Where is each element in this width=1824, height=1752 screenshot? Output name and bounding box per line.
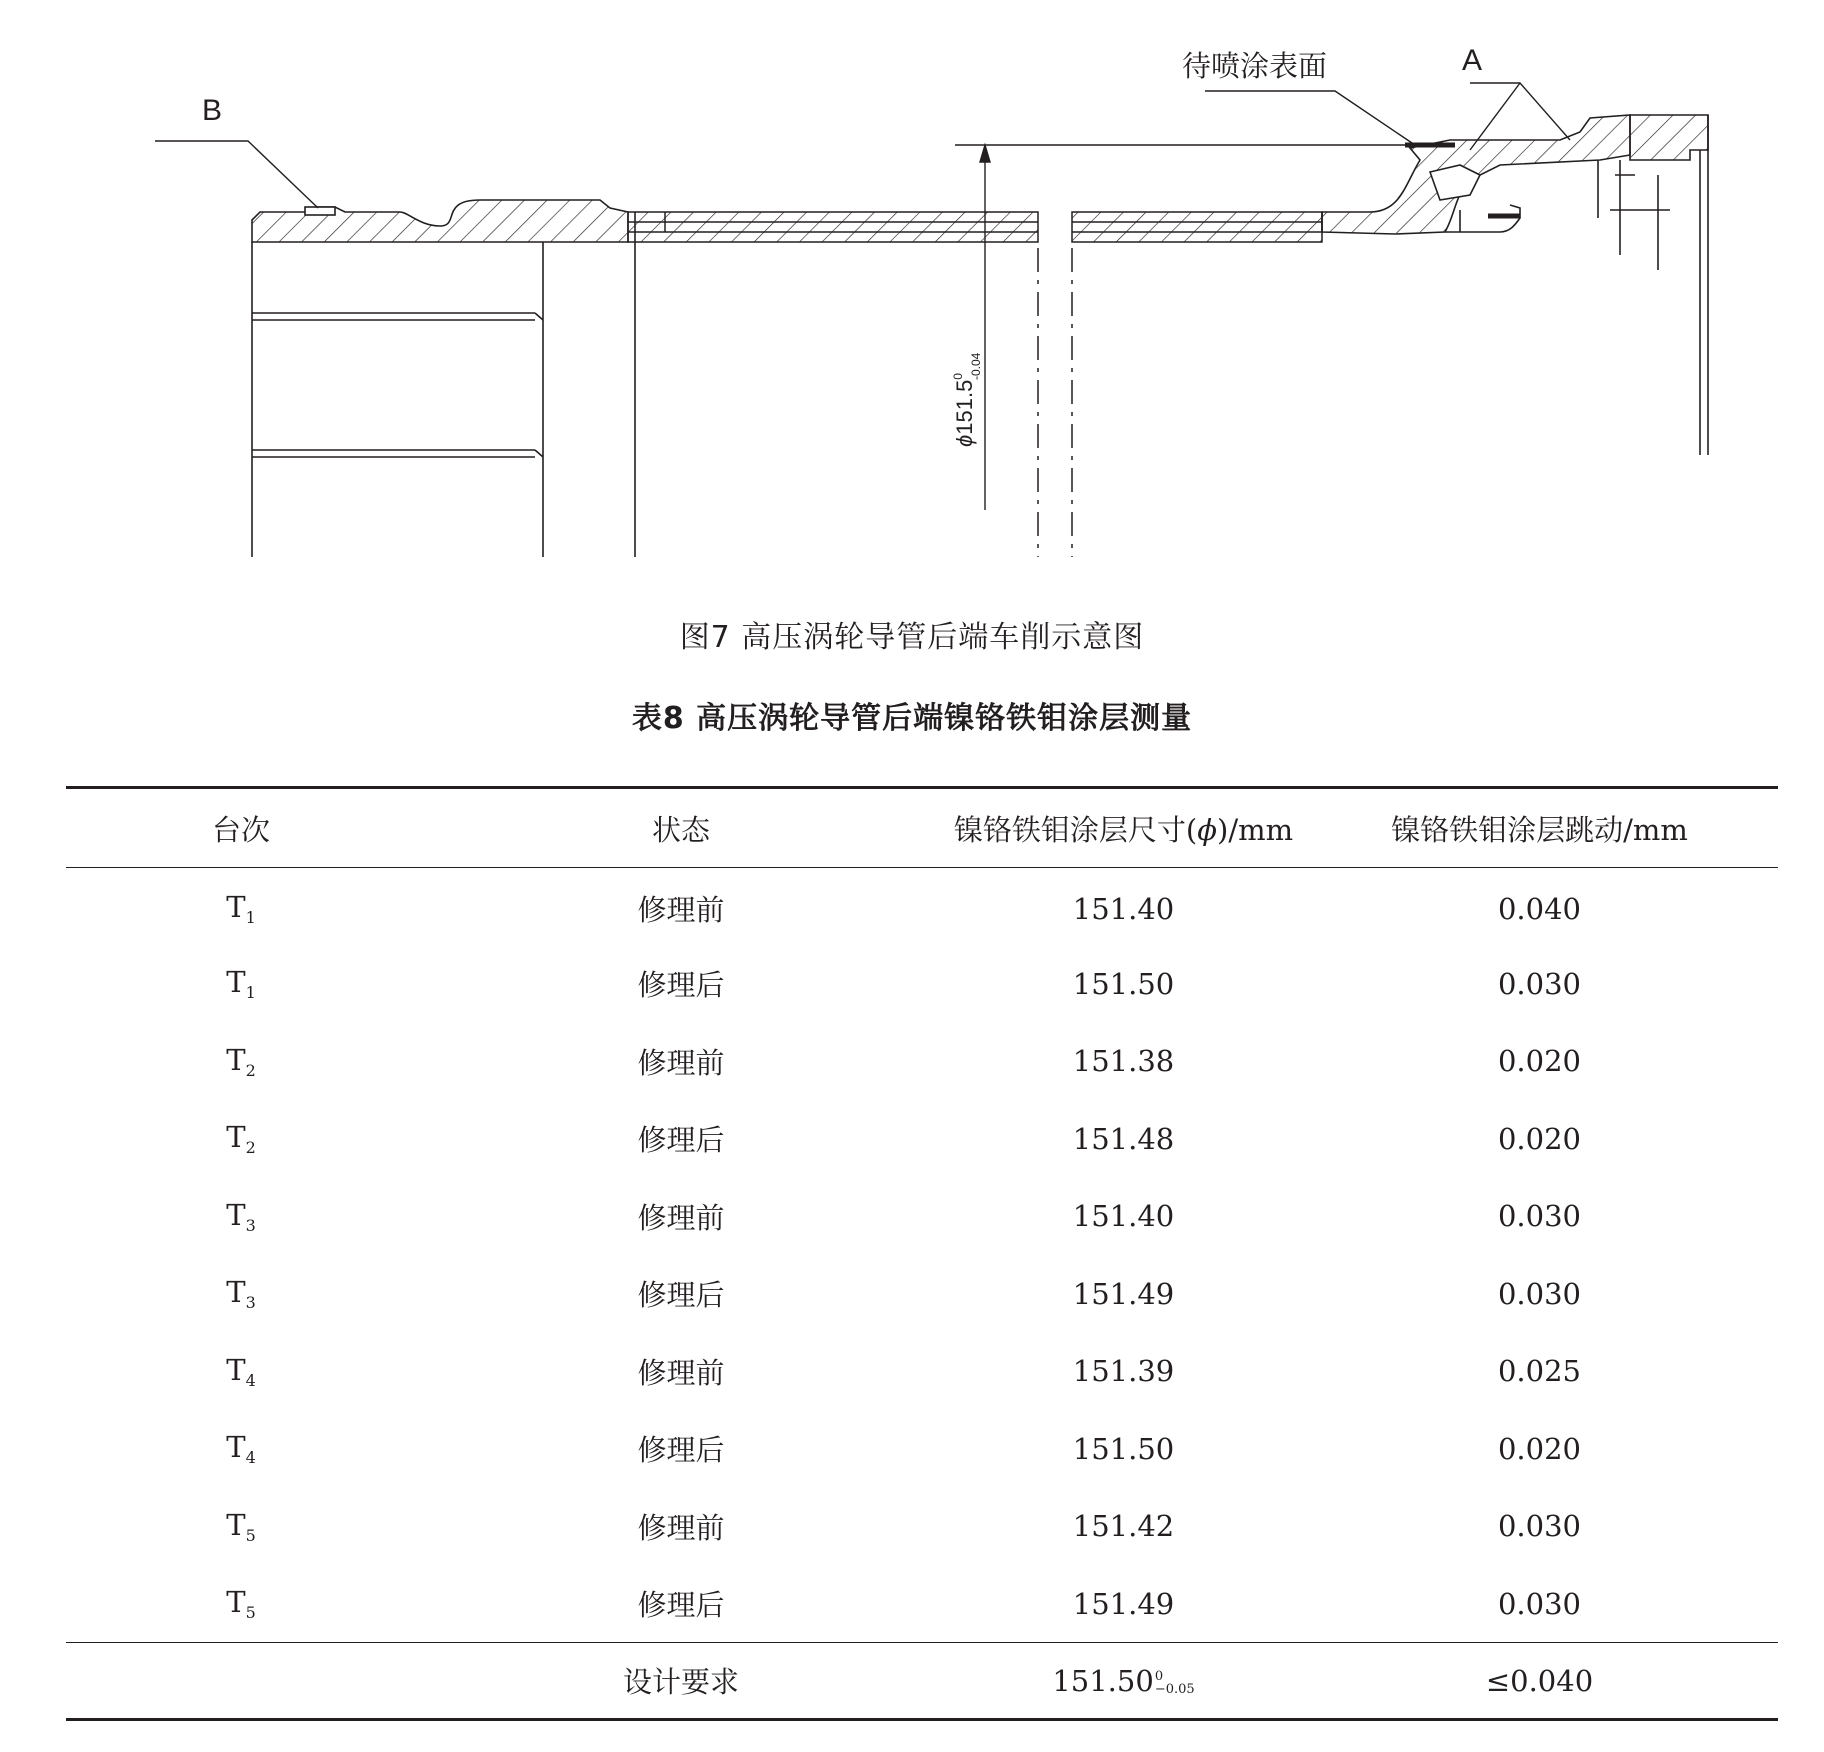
coating-measurement-table <box>66 786 1778 1721</box>
cell-state: 修理前 <box>637 1355 725 1390</box>
cell-runout: 0.030 <box>1497 966 1582 1001</box>
cell-unit: $T_1$ <box>226 965 256 1003</box>
table-row <box>66 1565 1778 1643</box>
cell-state: 修理前 <box>637 893 725 927</box>
cell-state: 修理前 <box>637 1200 725 1235</box>
cell-runout: 0.030 <box>1497 1276 1582 1311</box>
dimension-phi-label: ϕ151.5$^0$ -0.04 <box>951 352 983 447</box>
cell-size: 151.40 <box>1072 891 1175 926</box>
design-requirement-row <box>66 1643 1778 1720</box>
cell-runout: 0.020 <box>1497 1431 1582 1466</box>
design-requirement-runout: ≤0.040 <box>1301 1643 1778 1720</box>
cell-unit: $T_4$ <box>226 1352 256 1390</box>
cell-state: 修理前 <box>637 1510 725 1545</box>
cell-unit: $T_3$ <box>226 1197 256 1235</box>
cell-state: 修理后 <box>637 1433 725 1468</box>
table-row <box>66 1488 1778 1566</box>
cell-size: 151.42 <box>1072 1509 1175 1544</box>
table-row <box>66 868 1778 946</box>
design-requirement-empty <box>66 1643 416 1720</box>
cell-size: 151.49 <box>1072 1586 1175 1621</box>
cell-unit: $T_3$ <box>226 1275 256 1313</box>
header-coating-runout: 镍铬铁钼涂层跳动/mm <box>1301 788 1778 868</box>
left-flange-section <box>252 200 635 557</box>
table-row <box>66 1333 1778 1411</box>
cell-state: 修理后 <box>637 1588 725 1622</box>
cell-runout: 0.020 <box>1497 1121 1582 1156</box>
table-row <box>66 1100 1778 1178</box>
table-row <box>66 945 1778 1023</box>
cell-state: 修理后 <box>637 1123 725 1158</box>
figure-caption: 图7 高压涡轮导管后端车削示意图 <box>679 620 1145 655</box>
cell-runout: 0.025 <box>1497 1354 1582 1389</box>
design-requirement-size: 151.50 0 −0.05 <box>946 1643 1301 1720</box>
table-row <box>66 1178 1778 1256</box>
cell-size: 151.49 <box>1072 1276 1175 1311</box>
turbine-duct-section-drawing <box>0 0 1824 600</box>
label-a: A <box>1462 44 1483 77</box>
right-flange-section <box>1322 115 1708 455</box>
cell-state: 修理后 <box>637 968 725 1003</box>
header-state: 状态 <box>416 788 946 868</box>
cell-unit: $T_2$ <box>226 1042 256 1080</box>
cell-size: 151.38 <box>1072 1044 1175 1079</box>
cell-size: 151.40 <box>1072 1199 1175 1234</box>
header-unit: 台次 <box>66 788 416 868</box>
header-coating-size: 镍铬铁钼涂层尺寸(ϕ)/mm <box>946 788 1301 868</box>
dimension-phi <box>955 145 1440 510</box>
cell-runout: 0.030 <box>1497 1199 1582 1234</box>
cell-state: 修理前 <box>637 1045 725 1080</box>
cell-unit: $T_5$ <box>226 1585 256 1622</box>
cell-runout: 0.020 <box>1497 1044 1582 1079</box>
cell-runout: 0.040 <box>1497 891 1582 926</box>
table-row <box>66 1410 1778 1488</box>
cell-runout: 0.030 <box>1497 1509 1582 1544</box>
table-title: 表8 高压涡轮导管后端镍铬铁钼涂层测量 <box>631 701 1193 736</box>
label-spray-surface: 待喷涂表面 <box>1182 51 1328 83</box>
table-header-row <box>66 788 1778 868</box>
table-row <box>66 1023 1778 1101</box>
cell-unit: $T_4$ <box>226 1430 256 1468</box>
cell-size: 151.50 <box>1072 966 1175 1001</box>
cell-unit: $T_5$ <box>226 1507 256 1545</box>
cell-size: 151.39 <box>1072 1354 1175 1389</box>
cell-size: 151.48 <box>1072 1121 1175 1156</box>
label-b: B <box>202 94 223 127</box>
cell-unit: $T_1$ <box>226 890 256 927</box>
cell-state: 修理后 <box>637 1278 725 1313</box>
design-requirement-label: 设计要求 <box>416 1643 946 1720</box>
cell-size: 151.50 <box>1072 1431 1175 1466</box>
cell-runout: 0.030 <box>1497 1586 1582 1621</box>
table-row <box>66 1255 1778 1333</box>
cell-unit: $T_2$ <box>226 1120 256 1158</box>
